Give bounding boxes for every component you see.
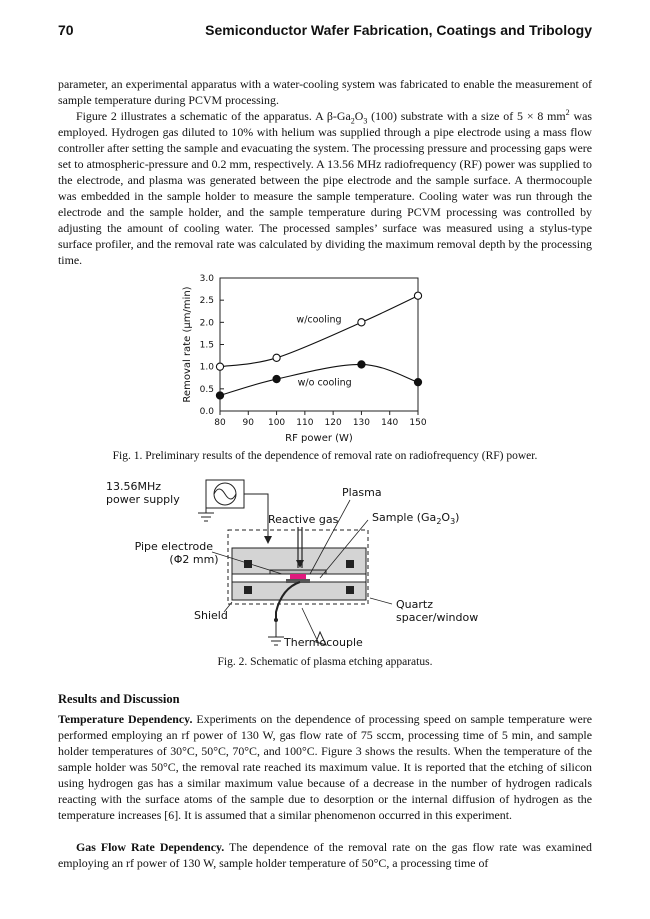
section-heading: Results and Discussion: [58, 692, 180, 706]
pipe-electrode: [270, 570, 326, 574]
x-tick-label: 110: [296, 418, 314, 428]
callout-line: [370, 598, 392, 604]
paragraph-text: parameter, an experimental apparatus with a water-cooling system was fabricated to enable the measurement of sample temperature during PCVM processing.: [58, 77, 592, 107]
data-point: [358, 361, 365, 368]
ground-icon: [198, 513, 214, 521]
figure-2-caption: Fig. 2. Schematic of plasma etching apparatus.: [217, 656, 433, 668]
x-tick-label: 120: [324, 418, 342, 428]
label-pipe-electrode-1: Pipe electrode: [134, 540, 213, 553]
paragraph-text: Experiments on the dependence of processing speed on sample temperature were performed employing an rf power of 130 W, gas flow rate of 75 sccm, processing time of 5 min, and sample holder temperatures of 30°C, 50°C, 70°C, and 100°C. Figure 3 shows the results. When the temperature of the sample holder was 50°C, the removal rate reached its maximum value. It is reported that the etching of silicon using hydrogen gas has a similar maximum value because of a decrease in the number of hydrogen radicals reacting with the surface atoms of the sample due to desorption or the internal diffusion of hydrogen as the temperature increases [6]. It is assumed that a similar phenomenon occurred in this experiment.: [58, 712, 592, 822]
run-in-heading: Gas Flow Rate Dependency.: [76, 840, 225, 854]
y-tick-label: 2.5: [199, 296, 214, 307]
rf-feed-arrow: [264, 536, 272, 544]
label-power-supply-1: 13.56MHz: [106, 480, 162, 493]
ground-icon: [268, 637, 284, 645]
page-number: 70: [58, 22, 74, 38]
data-point: [216, 392, 223, 399]
label-reactive-gas: Reactive gas: [268, 513, 339, 526]
run-in-heading: Temperature Dependency.: [58, 712, 193, 726]
figure-1-caption: Fig. 1. Preliminary results of the dependence of removal rate on radiofrequency (RF) power.: [112, 450, 538, 462]
superscript: 2: [565, 108, 570, 118]
y-axis-label: Removal rate (μm/min): [182, 286, 193, 403]
paragraph-continuation: [58, 76, 592, 108]
y-tick-label: 0.5: [199, 384, 214, 395]
plot-frame: [220, 278, 418, 411]
figure-1-chart: [170, 268, 460, 448]
paragraph-text-b: O: [354, 109, 364, 123]
x-tick-label: 130: [352, 418, 371, 428]
subscript: 2: [350, 116, 355, 126]
quartz-window-left: [244, 586, 252, 594]
label-quartz-2: spacer/window: [396, 611, 479, 624]
y-tick-label: 1.5: [199, 340, 214, 351]
y-tick-label: 0.0: [199, 407, 214, 417]
quartz-window-right: [346, 586, 354, 594]
x-tick-label: 150: [409, 418, 427, 428]
paragraph-text-c: (100) substrate with a size of 5 × 8 mm: [367, 109, 566, 123]
series-label: w/cooling: [296, 314, 342, 326]
data-point: [216, 363, 223, 370]
data-point: [414, 292, 421, 299]
y-tick-label: 2.0: [199, 318, 214, 329]
running-header: [58, 22, 592, 42]
y-tick-label: 1.0: [199, 362, 214, 373]
book-title: Semiconductor Wafer Fabrication, Coatings and Tribology: [205, 22, 592, 38]
series-line-wcooling: [220, 296, 418, 367]
label-pipe-electrode-2: (Φ2 mm): [169, 553, 219, 566]
data-point: [358, 319, 365, 326]
label-shield: Shield: [194, 609, 228, 622]
label-plasma: Plasma: [342, 486, 382, 499]
subscript: 3: [363, 116, 368, 126]
paragraph-temperature-dependency: [58, 711, 592, 823]
x-tick-label: 140: [381, 418, 399, 428]
x-tick-label: 90: [242, 418, 255, 428]
y-tick-label: 3.0: [199, 274, 214, 284]
label-quartz-1: Quartz: [396, 598, 433, 611]
quartz-spacer-right: [346, 560, 354, 568]
x-tick-label: 80: [214, 418, 226, 428]
paragraph-text-a: Figure 2 illustrates a schematic of the apparatus. A β-Ga: [76, 109, 351, 123]
x-tick-label: 100: [267, 418, 286, 428]
paragraph-apparatus: [58, 108, 592, 268]
data-point: [414, 379, 421, 386]
paragraph-gas-flow: [58, 839, 592, 871]
label-sample: Sample $(Ga_2O_3)$: [372, 511, 460, 526]
series-label: w/o cooling: [297, 377, 352, 389]
paragraph-text-d: was employed. Hydrogen gas diluted to 10% with helium was supplied through a pipe electrode using a mass flow controller after setting the sample and evacuating the system. The processing pressure and processing gaps were set to atmospheric-pressure and 0.2 mm, respectively. A 13.56 MHz radiofrequency (RF) power was supplied to the electrode, and plasma was generated between the pipe electrode and the sample surface. A thermocouple was embedded in the sample holder to measure the sample temperature. Cooling water was run through the electrode and the sample holder, and the sample temperature during PCVM processing was controlled by adjusting the amount of cooling water. The processed samples’ surface was measured using a stylus-type surface profiler, and the removal rate was calculated by dividing the maximum removal depth by the processing time.: [58, 109, 593, 267]
plasma-region: [290, 574, 306, 579]
paragraph-text: The dependence of the removal rate on the gas flow rate was examined employing an rf power of 130 W, sample holder temperature of 50°C, a processing time of: [58, 840, 592, 870]
rf-feed-wire: [244, 494, 268, 540]
label-thermocouple: Thermocouple: [284, 636, 363, 649]
x-axis-label: RF power (W): [285, 433, 353, 444]
power-supply: [206, 480, 244, 508]
junction-dot: [274, 618, 278, 622]
data-point: [273, 375, 280, 382]
label-power-supply-2: power supply: [106, 493, 180, 506]
figure-2-schematic: [100, 475, 520, 655]
data-point: [273, 354, 280, 361]
